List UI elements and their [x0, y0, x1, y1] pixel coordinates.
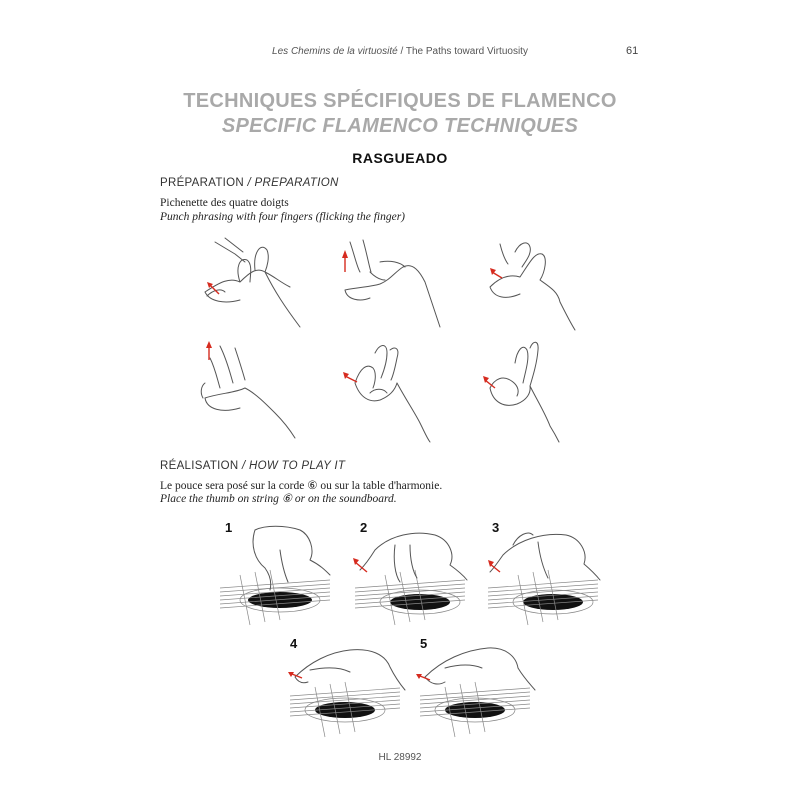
- hand-figure-3: [480, 232, 590, 332]
- footer-code: HL 28992: [378, 752, 422, 763]
- preparation-heading-en: PREPARATION: [254, 177, 339, 189]
- step-figure-1: [210, 520, 340, 630]
- preparation-text-en: Punch phrasing with four fingers (flicking the finger): [160, 211, 405, 223]
- preparation-text-fr: Pichenette des quatre doigts: [160, 197, 289, 209]
- section-title: RASGUEADO: [352, 150, 448, 166]
- hand-figure-2: [335, 232, 445, 332]
- hand-figure-5: [335, 338, 445, 443]
- hand-figure-4: [195, 338, 305, 443]
- step-number-1: 1: [225, 520, 233, 535]
- step-number-2: 2: [360, 520, 368, 535]
- realisation-heading: [160, 460, 345, 472]
- step-figure-5: [410, 632, 540, 742]
- preparation-heading: [160, 177, 339, 189]
- realisation-heading-fr: RÉALISATION: [160, 460, 239, 472]
- running-title-separator: /: [400, 46, 404, 57]
- hand-figure-6: [475, 338, 585, 443]
- title-fr: TECHNIQUES SPÉCIFIQUES DE FLAMENCO: [183, 90, 617, 112]
- preparation-heading-sep: /: [244, 177, 255, 189]
- hand-figure-1: [195, 232, 305, 332]
- realisation-text-en: Place the thumb on string ⑥ or on the soundboard.: [160, 493, 397, 505]
- step-number-3: 3: [492, 520, 500, 535]
- step-figure-3: [478, 520, 608, 630]
- step-figure-2: [345, 520, 475, 630]
- step-number-4: 4: [290, 636, 298, 651]
- arrow-icon: [485, 380, 495, 388]
- realisation-heading-sep: /: [238, 460, 249, 472]
- realisation-text-fr: Le pouce sera posé sur la corde ⑥ ou sur la table d'harmonie.: [160, 480, 443, 492]
- arrow-icon: [345, 376, 357, 382]
- title-en: SPECIFIC FLAMENCO TECHNIQUES: [221, 115, 579, 137]
- realisation-heading-en: HOW TO PLAY IT: [249, 460, 346, 472]
- preparation-heading-fr: PRÉPARATION: [160, 177, 245, 189]
- running-title-en: The Paths toward Virtuosity: [405, 46, 528, 57]
- step-figure-4: [280, 632, 410, 742]
- running-title-fr: Les Chemins de la virtuosité: [272, 46, 398, 57]
- step-number-5: 5: [420, 636, 428, 651]
- page-number: 61: [626, 45, 639, 57]
- running-header: [0, 46, 800, 57]
